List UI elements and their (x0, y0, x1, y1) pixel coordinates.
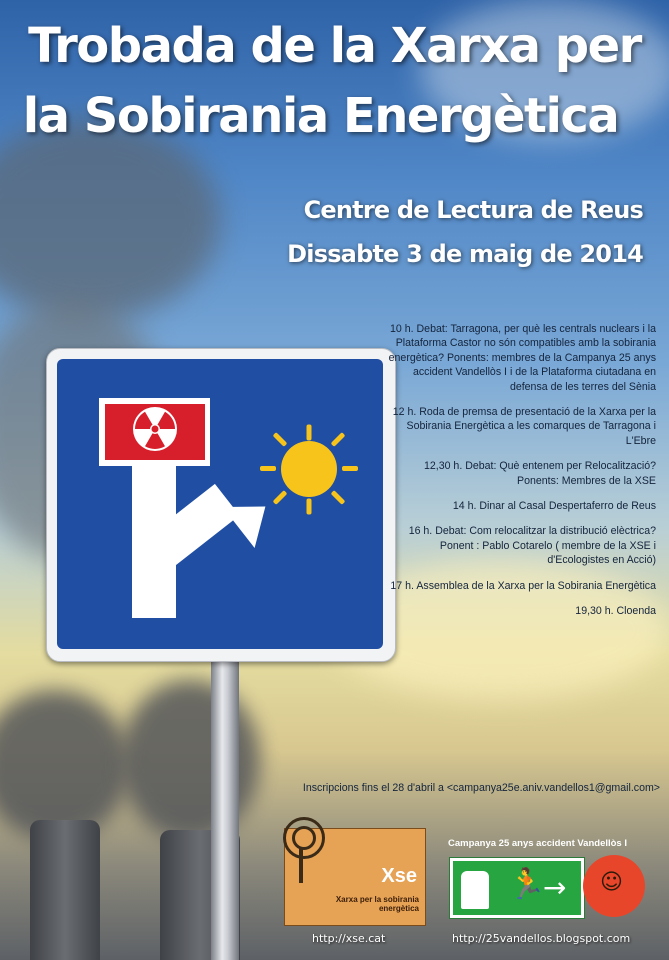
xse-logo-name: Xse (381, 865, 417, 887)
campaign-logo-green (453, 861, 581, 915)
program-list (380, 322, 656, 630)
sun-ray (307, 499, 312, 515)
campaign-url[interactable]: http://25vandellos.blogspot.com (452, 932, 631, 945)
title-line-2: la Sobirania Energètica (22, 88, 619, 144)
right-arrow-icon: → (543, 871, 567, 904)
steam-cloud (120, 680, 260, 840)
cooling-tower-icon (461, 871, 489, 909)
antenna-inner (292, 826, 316, 850)
cooling-tower (30, 820, 100, 960)
running-man-icon: 🏃 (508, 867, 546, 902)
cloud (0, 120, 220, 320)
registration-text[interactable]: Inscripcions fins el 28 d'abril a <campanya25e.aniv.vandellos1@gmail.com> (302, 782, 660, 794)
smiling-sun-icon: ☺ (588, 860, 640, 912)
program-item: 17 h. Assemblea de la Xarxa per la Sobirania Energètica (390, 579, 656, 592)
antenna-stem (299, 849, 303, 883)
sun-icon (281, 441, 337, 497)
xse-logo[interactable] (284, 828, 426, 926)
xse-url[interactable]: http://xse.cat (312, 932, 386, 945)
program-item: 19,30 h. Cloenda (575, 605, 656, 618)
sun-ray (260, 466, 276, 471)
program-item: 12 h. Roda de premsa de presentació de la Xarxa per la Sobirania Energètica a les comarques de Tarragona i L'Ebre (392, 406, 656, 447)
sun-ray (342, 466, 358, 471)
campaign-title: Campanya 25 anys accident Vandellòs I (448, 838, 627, 849)
program-item: 14 h. Dinar al Casal Despertaferro de Reus (452, 500, 656, 513)
program-item: 12,30 h. Debat: Què entenem per Relocalització? Ponents: Membres de la XSE (423, 460, 656, 487)
program-item: 10 h. Debat: Tarragona, per què les centrals nuclears i la Plataforma Castor no són compatibles amb la sobirania energètica? Ponents: membres de la Campanya 25 anys accident Vandellòs I i de la Plataforma ciutadana en defensa de les terres del Sènia (388, 323, 656, 393)
radiation-trefoil-icon (132, 406, 178, 452)
xse-logo-subtitle: Xarxa per la sobirania energètica (335, 895, 419, 913)
steam-cloud (0, 690, 130, 840)
program-item: 16 h. Debat: Com relocalitzar la distribució elèctrica? Ponent : Pablo Cotarelo ( membre de la XSE i d'Ecologistes en Acció) (408, 525, 656, 567)
sign-pole (211, 652, 239, 960)
campaign-logo[interactable] (449, 857, 585, 919)
venue-place: Centre de Lectura de Reus (303, 196, 643, 224)
title-line-1: Trobada de la Xarxa per (28, 18, 641, 74)
venue-date: Dissabte 3 de maig de 2014 (287, 240, 643, 268)
sun-ray (307, 425, 312, 441)
